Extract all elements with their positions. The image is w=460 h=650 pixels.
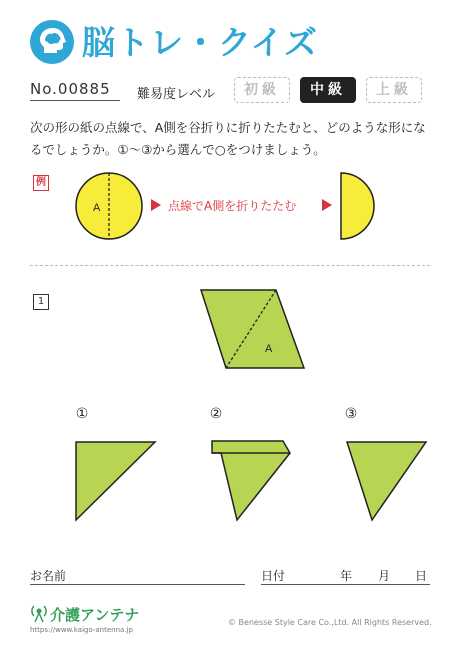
- example-instruction: 点線でA側を折りたたむ: [168, 199, 297, 213]
- example-shape-label: A: [93, 202, 101, 214]
- brain-head-icon: [30, 20, 74, 64]
- choice-number-1[interactable]: ①: [75, 406, 89, 422]
- month-label: 月: [378, 569, 391, 583]
- copyright-text: © Benesse Style Care Co.,Ltd. All Rights Reserved.: [228, 618, 432, 627]
- problem-parallelogram: [198, 286, 308, 372]
- choice-shape-1[interactable]: [73, 438, 159, 524]
- day-label: 日: [415, 569, 428, 583]
- play-arrow-icon: [321, 198, 333, 212]
- level-advanced: 上級: [366, 77, 422, 103]
- puzzle-number: No.00885: [30, 80, 111, 98]
- date-input-line[interactable]: [261, 584, 430, 585]
- choice-shape-2[interactable]: [209, 437, 295, 524]
- date-label: 日付: [261, 569, 286, 583]
- brand-url[interactable]: https://www.kaigo-antenna.jp: [30, 626, 133, 634]
- choice-shape-3[interactable]: [344, 438, 430, 524]
- play-arrow-icon: [150, 198, 162, 212]
- example-folded-half-circle: [338, 170, 378, 242]
- year-label: 年: [340, 569, 353, 583]
- difficulty-label: 難易度レベル: [137, 87, 216, 102]
- problem-badge: 1: [33, 294, 49, 310]
- page-title: 脳トレ・クイズ: [82, 23, 319, 62]
- choice-number-3[interactable]: ③: [344, 406, 358, 422]
- name-label: お名前: [30, 569, 67, 583]
- name-input-line[interactable]: [30, 584, 245, 585]
- number-underline: [30, 100, 120, 101]
- antenna-icon: [30, 603, 48, 623]
- level-intermediate: 中級: [300, 77, 356, 103]
- problem-shape-label: A: [265, 343, 273, 355]
- example-badge: 例: [33, 175, 49, 191]
- level-beginner: 初級: [234, 77, 290, 103]
- brand-name: 介護アンテナ: [50, 606, 140, 624]
- choice-number-2[interactable]: ②: [209, 406, 223, 422]
- section-divider: [30, 265, 430, 266]
- question-text: 次の形の紙の点線で、A側を谷折りに折りたたむと、どのような形になるでしょうか。①〜③から選んで○をつけましょう。: [30, 120, 426, 157]
- example-circle: [74, 170, 144, 242]
